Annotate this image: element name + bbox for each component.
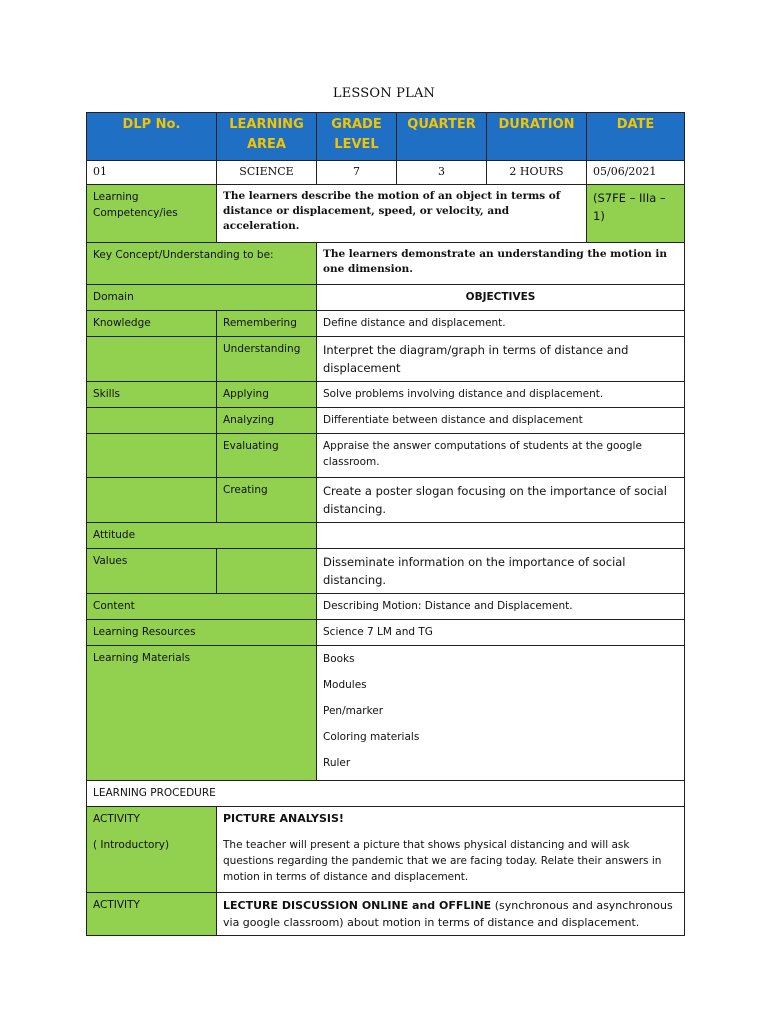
evaluating-label: Evaluating bbox=[217, 434, 317, 478]
activity1-label: ACTIVITY bbox=[93, 813, 140, 825]
analyzing-label: Analyzing bbox=[217, 408, 317, 434]
skills-label: Skills bbox=[87, 382, 217, 408]
domain-label: Domain bbox=[87, 285, 317, 311]
key-concept-row bbox=[87, 243, 685, 285]
remembering-objective: Define distance and displacement. bbox=[317, 311, 685, 337]
dlp-no-value: 01 bbox=[87, 161, 217, 185]
resources-row bbox=[87, 620, 685, 646]
key-concept-label: Key Concept/Understanding to be: bbox=[87, 243, 317, 285]
attitude-label: Attitude bbox=[87, 523, 317, 549]
header-row bbox=[87, 113, 685, 161]
materials-item: Pen/marker bbox=[323, 705, 384, 717]
attitude-objective bbox=[317, 523, 685, 549]
activity1-text: The teacher will present a picture that shows physical distancing and will ask questions regarding the pandemic that we are facing today. Relate their answers in motion in terms of distance and displacement. bbox=[223, 839, 662, 883]
lesson-plan-table bbox=[86, 112, 685, 936]
learning-area-value: SCIENCE bbox=[217, 161, 317, 185]
evaluating-row bbox=[87, 434, 685, 478]
header-learning-area: LEARNING AREA bbox=[217, 113, 317, 161]
grade-level-value: 7 bbox=[317, 161, 397, 185]
creating-row bbox=[87, 478, 685, 523]
activity1-label-cell bbox=[87, 807, 217, 893]
activity1-content bbox=[217, 807, 685, 893]
header-dlp-no: DLP No. bbox=[87, 113, 217, 161]
understanding-objective: Interpret the diagram/graph in terms of distance and displacement bbox=[317, 337, 685, 382]
materials-list bbox=[317, 646, 685, 781]
activity1-row bbox=[87, 807, 685, 893]
skills-blank-cell bbox=[87, 408, 217, 434]
values-label: Values bbox=[87, 549, 217, 594]
competency-code: (S7FE – IIIa – 1) bbox=[587, 185, 685, 243]
materials-item: Coloring materials bbox=[323, 731, 420, 743]
info-row bbox=[87, 161, 685, 185]
analyzing-row bbox=[87, 408, 685, 434]
objectives-heading: OBJECTIVES bbox=[317, 285, 685, 311]
procedure-heading: LEARNING PROCEDURE bbox=[87, 781, 685, 807]
knowledge-row bbox=[87, 311, 685, 337]
knowledge-blank-cell bbox=[87, 337, 217, 382]
activity2-label: ACTIVITY bbox=[87, 893, 217, 936]
skills-row bbox=[87, 382, 685, 408]
applying-objective: Solve problems involving distance and displacement. bbox=[317, 382, 685, 408]
values-objective: Disseminate information on the importance of social distancing. bbox=[317, 549, 685, 594]
header-grade-level: GRADE LEVEL bbox=[317, 113, 397, 161]
analyzing-objective: Differentiate between distance and displacement bbox=[317, 408, 685, 434]
materials-label: Learning Materials bbox=[87, 646, 317, 781]
header-duration: DURATION bbox=[487, 113, 587, 161]
date-value: 05/06/2021 bbox=[587, 161, 685, 185]
content-text: Describing Motion: Distance and Displacement. bbox=[317, 594, 685, 620]
remembering-label: Remembering bbox=[217, 311, 317, 337]
creating-label: Creating bbox=[217, 478, 317, 523]
materials-item: Books bbox=[323, 653, 355, 665]
activity2-content bbox=[217, 893, 685, 936]
attitude-row bbox=[87, 523, 685, 549]
understanding-row bbox=[87, 337, 685, 382]
activity2-text: (synchronous and asynchronous via google classroom) about motion in terms of distance and displacement. bbox=[223, 899, 673, 929]
page-title: LESSON PLAN bbox=[332, 86, 436, 101]
duration-value: 2 HOURS bbox=[487, 161, 587, 185]
procedure-row bbox=[87, 781, 685, 807]
applying-label: Applying bbox=[217, 382, 317, 408]
creating-objective: Create a poster slogan focusing on the importance of social distancing. bbox=[317, 478, 685, 523]
quarter-value: 3 bbox=[397, 161, 487, 185]
skills-blank-cell bbox=[87, 434, 217, 478]
resources-label: Learning Resources bbox=[87, 620, 317, 646]
resources-text: Science 7 LM and TG bbox=[317, 620, 685, 646]
content-label: Content bbox=[87, 594, 317, 620]
materials-item: Modules bbox=[323, 679, 367, 691]
skills-blank-cell bbox=[87, 478, 217, 523]
values-blank-cell bbox=[217, 549, 317, 594]
activity2-row bbox=[87, 893, 685, 936]
header-date: DATE bbox=[587, 113, 685, 161]
competency-row bbox=[87, 185, 685, 243]
content-row bbox=[87, 594, 685, 620]
key-concept-text: The learners demonstrate an understanding the motion in one dimension. bbox=[317, 243, 685, 285]
materials-row bbox=[87, 646, 685, 781]
knowledge-label: Knowledge bbox=[87, 311, 217, 337]
activity1-heading: PICTURE ANALYSIS! bbox=[223, 812, 344, 825]
evaluating-objective: Appraise the answer computations of students at the google classroom. bbox=[317, 434, 685, 478]
materials-item: Ruler bbox=[323, 757, 351, 769]
values-row bbox=[87, 549, 685, 594]
competency-text: The learners describe the motion of an object in terms of distance or displacement, speed, or velocity, and acceleration. bbox=[217, 185, 587, 243]
activity1-sublabel: ( Introductory) bbox=[93, 839, 170, 851]
understanding-label: Understanding bbox=[217, 337, 317, 382]
header-quarter: QUARTER bbox=[397, 113, 487, 161]
activity2-heading: LECTURE DISCUSSION ONLINE and OFFLINE bbox=[223, 899, 492, 912]
competency-label: Learning Competency/ies bbox=[87, 185, 217, 243]
domain-row bbox=[87, 285, 685, 311]
